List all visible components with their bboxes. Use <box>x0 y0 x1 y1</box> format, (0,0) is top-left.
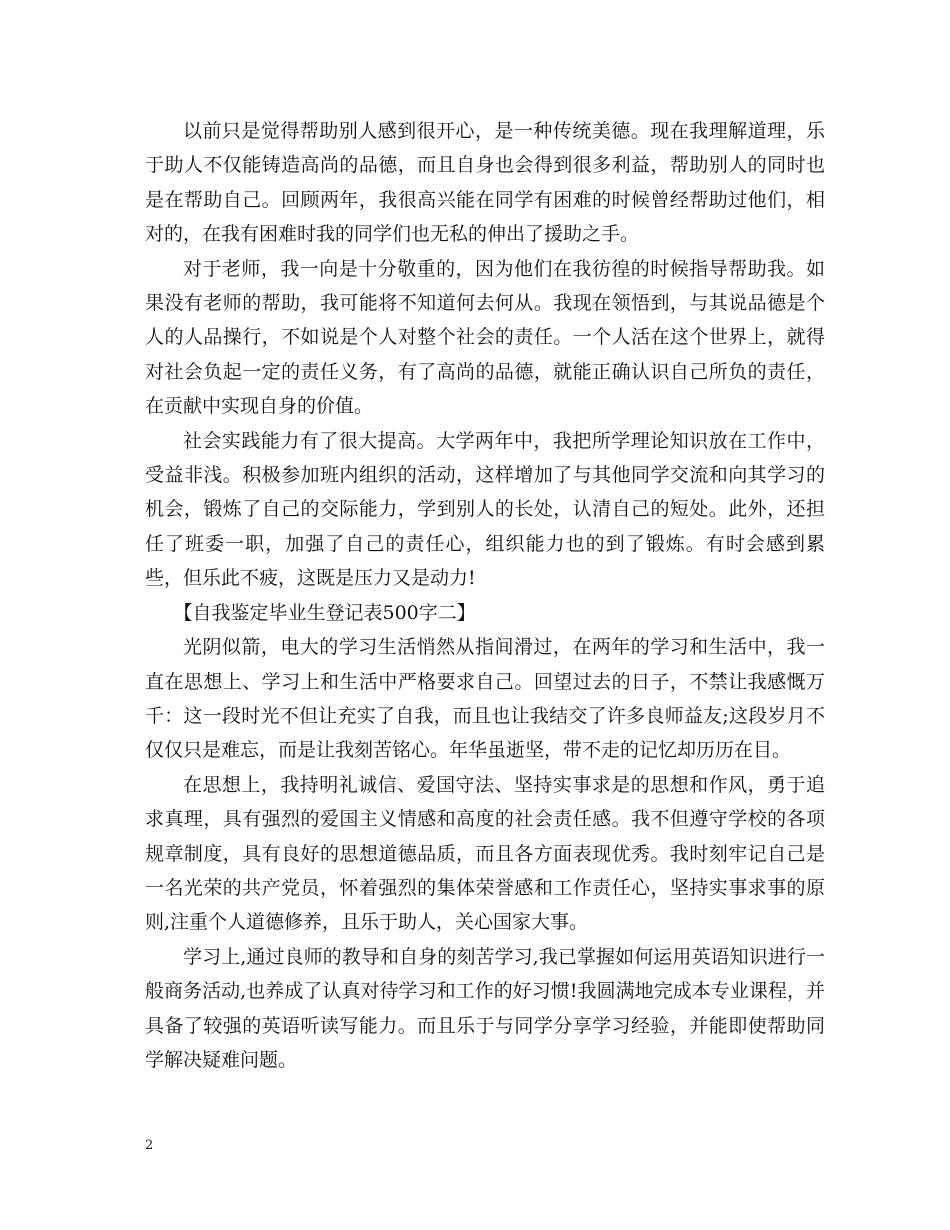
paragraph-teachers: 对于老师，我一向是十分敬重的，因为他们在我彷徨的时候指导帮助我。如果没有老师的帮助，我可能将不知道何去何从。我现在领悟到，与其说品德是个人的人品操行，不如说是个人对整个社会的责任。一个人活在这个世界上，就得对社会负起一定的责任义务，有了高尚的品德，就能正确认识自己所负的责任，在贡献中实现自身的价值。 <box>145 257 825 418</box>
paragraph-study: 学习上,通过良师的教导和自身的刻苦学习,我已掌握如何运用英语知识进行一般商务活动,也养成了认真对待学习和工作的好习惯!我圆满地完成本专业课程，并具备了较强的英语听读写能力。而且乐于与同学分享学习经验，并能即使帮助同学解决疑难问题。 <box>145 945 825 1071</box>
page-number: 2 <box>145 1138 154 1153</box>
document-body <box>145 114 825 1077</box>
paragraph-time-flies: 光阴似箭，电大的学习生活悄然从指间滑过，在两年的学习和生活中，我一直在思想上、学习上和生活中严格要求自己。回望过去的日子，不禁让我感慨万千：这一段时光不但让充实了自我，而且也让我结交了许多良师益友;这段岁月不仅仅只是难忘，而是让我刻苦铭心。年华虽逝坚，带不走的记忆却历历在目。 <box>145 636 825 762</box>
paragraph-ideology: 在思想上，我持明礼诚信、爱国守法、坚持实事求是的思想和作风，勇于追求真理，具有强烈的爱国主义情感和高度的社会责任感。我不但遵守学校的各项规章制度，具有良好的思想道德品质，而且各方面表现优秀。我时刻牢记自己是一名光荣的共产党员，怀着强烈的集体荣誉感和工作责任心，坚持实事求事的原则,注重个人道德修养，且乐于助人，关心国家大事。 <box>145 773 825 934</box>
paragraph-social-practice: 社会实践能力有了很大提高。大学两年中，我把所学理论知识放在工作中，受益非浅。积极参加班内组织的活动，这样增加了与其他同学交流和向其学习的机会，锻炼了自己的交际能力，学到别人的长处，认清自己的短处。此外，还担任了班委一职，加强了自己的责任心，组织能力也的到了锻炼。有时会感到累些，但乐此不疲，这既是压力又是动力! <box>145 429 825 590</box>
section-heading: 【自我鉴定毕业生登记表500字二】 <box>173 601 476 624</box>
paragraph-helping-others: 以前只是觉得帮助别人感到很开心，是一种传统美德。现在我理解道理，乐于助人不仅能铸造高尚的品德，而且自身也会得到很多利益，帮助别人的同时也是在帮助自己。回顾两年，我很高兴能在同学有困难的时候曾经帮助过他们，相对的，在我有困难时我的同学们也无私的伸出了援助之手。 <box>145 120 825 246</box>
